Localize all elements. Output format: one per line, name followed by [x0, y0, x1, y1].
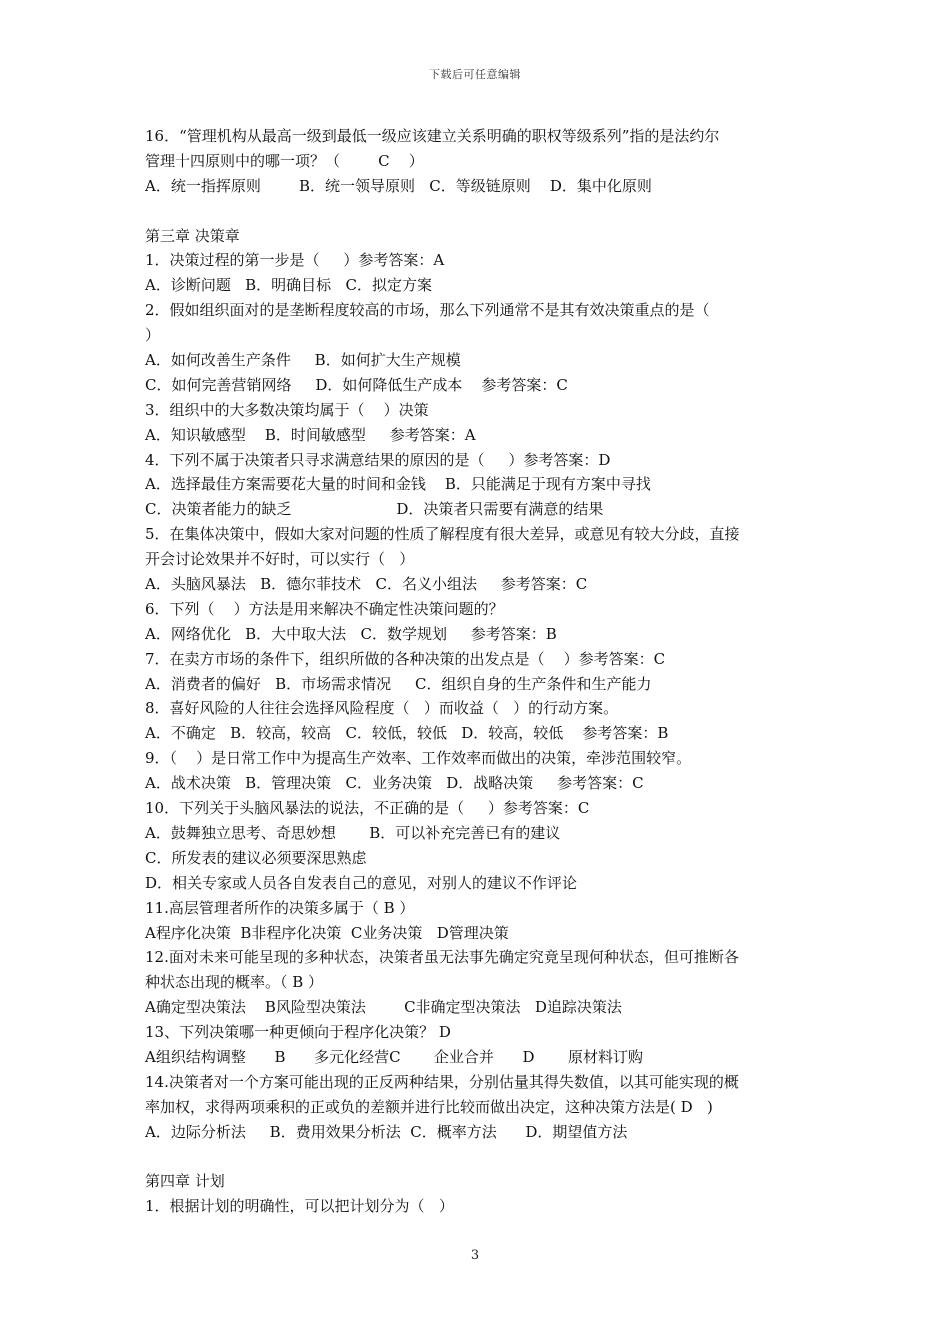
text-line: A．鼓舞独立思考、奇思妙想 B．可以补充完善已有的建议	[145, 823, 561, 842]
text-line: 14.决策者对一个方案可能出现的正反两种结果，分别估量其得失数值，以其可能实现的概	[145, 1072, 739, 1091]
text-line: C．所发表的建议必须要深思熟虑	[145, 848, 367, 867]
text-line: A．战术决策 B．管理决策 C．业务决策 D．战略决策 参考答案：C	[145, 774, 644, 793]
text-line: C．如何完善营销网络 D．如何降低生产成本 参考答案：C	[145, 375, 568, 394]
text-line: 种状态出现的概率。（ B ）	[145, 973, 324, 992]
blank-line	[145, 199, 810, 224]
text-line: A．如何改善生产条件 B．如何扩大生产规模	[145, 351, 461, 370]
text-line: 8．喜好风险的人往往会选择风险程度（ ）而收益（ ）的行动方案。	[145, 699, 619, 718]
text-line: 第四章 计划	[145, 1172, 225, 1191]
text-line: A．网络优化 B．大中取大法 C．数学规划 参考答案：B	[145, 624, 557, 643]
page-header: 下载后可任意编辑	[429, 68, 521, 81]
text-line: 开会讨论效果并不好时，可以实行（ ）	[145, 550, 415, 569]
text-line: A确定型决策法 B风险型决策法 C非确定型决策法 D追踪决策法	[145, 998, 622, 1017]
text-line: A组织结构调整 B 多元化经营C 企业合并 D 原材料订购	[145, 1047, 643, 1066]
text-line: 1．决策过程的第一步是（ ）参考答案：A	[145, 251, 445, 270]
text-line: 9．（ ）是日常工作中为提高生产效率、工作效率而做出的决策，牵涉范围较窄。	[145, 749, 692, 768]
text-line: A．选择最佳方案需要花大量的时间和金钱 B．只能满足于现有方案中寻找	[145, 475, 651, 494]
text-line: C．决策者能力的缺乏 D．决策者只需要有满意的结果	[145, 500, 604, 519]
text-line: A．诊断问题 B．明确目标 C．拟定方案	[145, 276, 432, 295]
text-line: A程序化决策 B非程序化决策 C业务决策 D管理决策	[145, 923, 509, 942]
text-line: 2．假如组织面对的是垄断程度较高的市场，那么下列通常不是其有效决策重点的是（	[145, 301, 710, 320]
text-line: A．头脑风暴法 B．德尔菲技术 C．名义小组法 参考答案：C	[145, 575, 588, 594]
text-line: A．消费者的偏好 B．市场需求情况 C．组织自身的生产条件和生产能力	[145, 674, 652, 693]
text-line: ）	[145, 326, 161, 345]
text-line: 10．下列关于头脑风暴法的说法，不正确的是（ ）参考答案：C	[145, 799, 590, 818]
text-line: 管理十四原则中的哪一项？（ C ）	[145, 151, 424, 170]
text-line: 11.高层管理者所作的决策多属于（ B ）	[145, 898, 415, 917]
text-line: 6．下列（ ）方法是用来解决不确定性决策问题的？	[145, 599, 504, 618]
text-line: 率加权，求得两项乘积的正或负的差额并进行比较而做出决定，这种决策方法是( D )	[145, 1097, 713, 1116]
text-line: 12.面对未来可能呈现的多种状态，决策者虽无法事先确定究竟呈现何种状态，但可推断各	[145, 948, 739, 967]
text-line: D．相关专家或人员各自发表自己的意见，对别人的建议不作评论	[145, 873, 578, 892]
text-line: 16．“管理机构从最高一级到最低一级应该建立关系明确的职权等级系列”指的是法约尔	[145, 127, 720, 145]
text-line: 7．在卖方市场的条件下，组织所做的各种决策的出发点是（ ）参考答案：C	[145, 649, 666, 668]
text-line: A．边际分析法 B．费用效果分析法 C．概率方法 D．期望值方法	[145, 1122, 628, 1141]
text-line: 5．在集体决策中，假如大家对问题的性质了解程度有很大差异，或意见有较大分歧，直接	[145, 525, 740, 544]
blank-line	[145, 1145, 810, 1170]
text-line: A．不确定 B．较高，较高 C．较低，较低 D．较高，较低 参考答案：B	[145, 724, 669, 743]
text-line: 13、下列决策哪一种更倾向于程序化决策？ D	[145, 1023, 451, 1042]
text-line: 1．根据计划的明确性，可以把计划分为（ ）	[145, 1197, 454, 1216]
text-line: A．统一指挥原则 B．统一领导原则 C．等级链原则 D．集中化原则	[145, 176, 652, 195]
document-body	[145, 124, 810, 1219]
text-line: 第三章 决策章	[145, 226, 240, 245]
page-number: 3	[470, 1248, 480, 1263]
text-line: A．知识敏感型 B．时间敏感型 参考答案：A	[145, 425, 476, 444]
text-line: 4．下列不属于决策者只寻求满意结果的原因的是（ ）参考答案：D	[145, 450, 611, 469]
text-line: 3．组织中的大多数决策均属于（ ）决策	[145, 400, 429, 419]
